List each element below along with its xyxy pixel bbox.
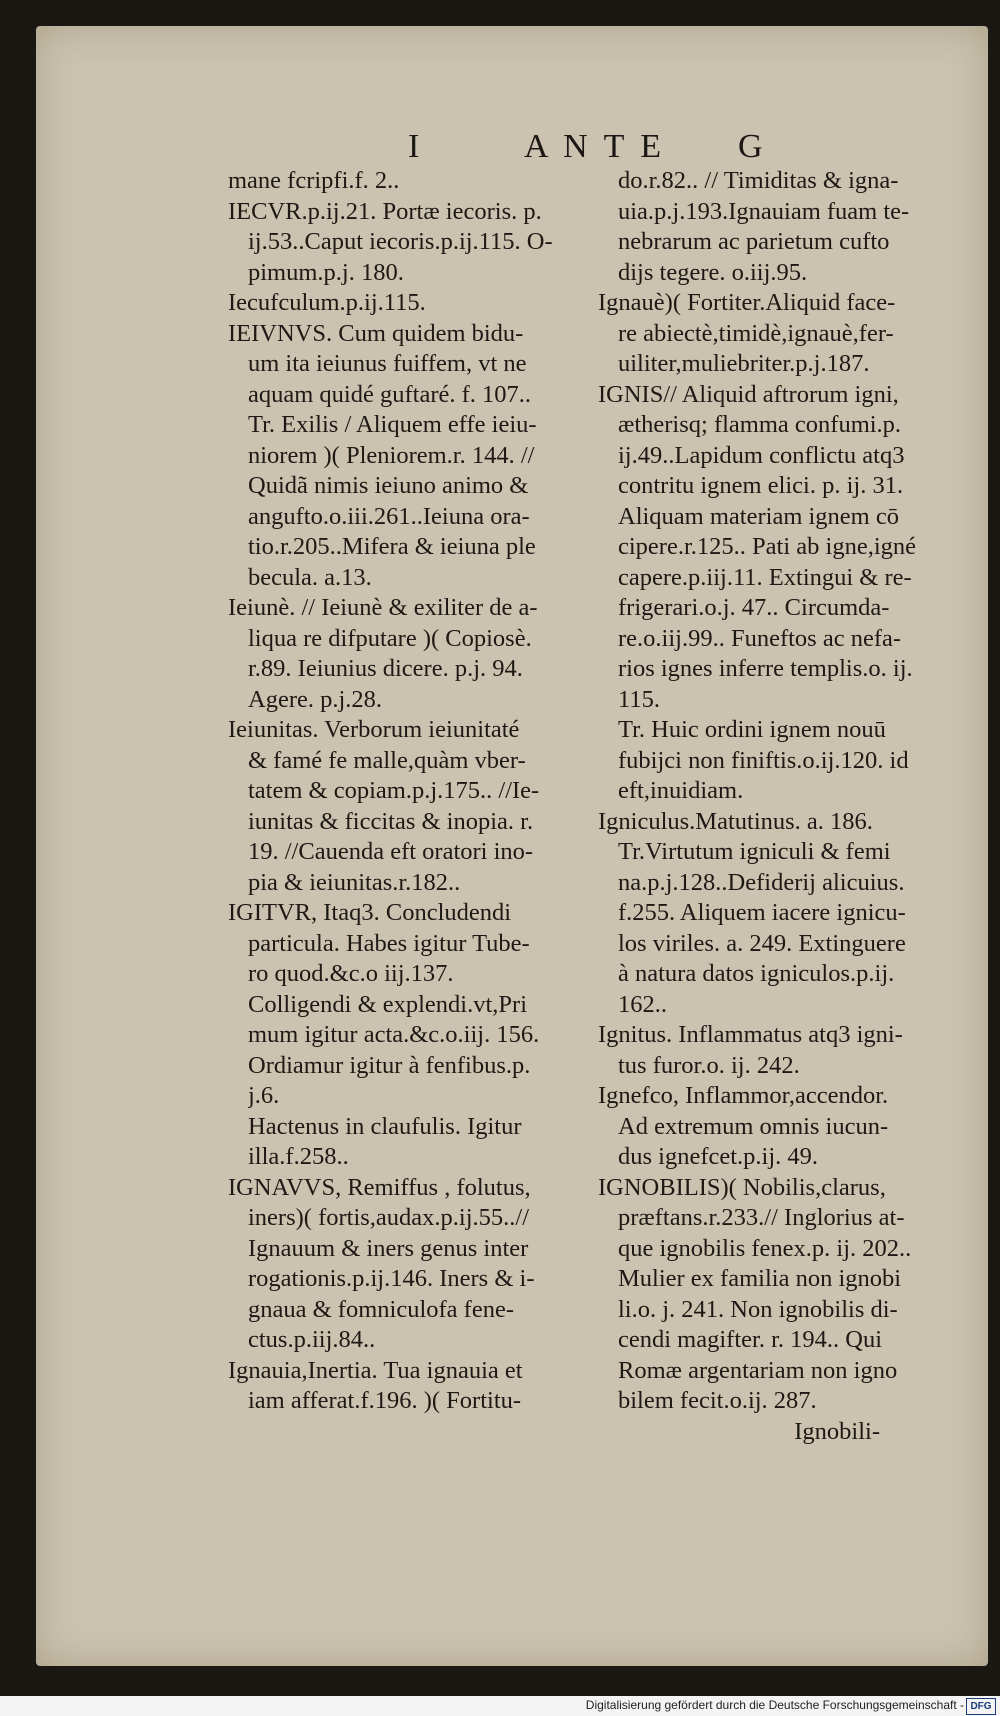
text-line: nebrarum ac parietum cufto (618, 228, 890, 255)
text-line: frigerari.o.j. 47.. Circumda- (618, 594, 890, 621)
text-line: do.r.82.. // Timiditas & igna- (618, 167, 899, 194)
text-line: 162.. (618, 990, 667, 1018)
text-line: Ordiamur igitur à fenfibus.p. (248, 1051, 531, 1079)
text-line: los viriles. a. 249. Extinguere (618, 929, 906, 957)
text-line: uia.p.j.193.Ignauiam fuam te- (618, 197, 910, 225)
text-line: IGNIS// Aliquid aftrorum igni, (598, 380, 899, 408)
text-line: Aliquam materiam ignem cō (618, 502, 899, 530)
text-line: Ignauum & iners genus inter (248, 1234, 529, 1262)
text-line: iam afferat.f.196. )( Fortitu- (248, 1387, 522, 1414)
text-line: Tr.Virtutum igniculi & femi (618, 838, 891, 865)
text-line: Ignefco, Inflammor,accendor. (598, 1082, 889, 1109)
text-line: à natura datos igniculos.p.ij. (618, 960, 895, 987)
text-line: Iecufculum.p.ij.115. (228, 289, 426, 316)
digitization-footer (0, 1696, 1000, 1716)
text-line: angufto.o.iii.261..Ieiuna ora- (248, 502, 530, 530)
text-line: mane fcripfi.f. 2.. (228, 167, 400, 194)
text-line: præftans.r.233.// Inglorius at- (618, 1204, 905, 1231)
text-line: dus ignefcet.p.ij. 49. (618, 1143, 819, 1170)
text-line: Ieiunitas. Verborum ieiunitaté (228, 716, 520, 743)
text-line: Ignauè)( Fortiter.Aliquid face- (598, 289, 896, 316)
text-line: um ita ieiunus fuiffem, vt ne (248, 350, 527, 377)
text-line: Tr. Huic ordini ignem nouū (618, 716, 886, 743)
text-line: pia & ieiunitas.r.182.. (248, 868, 461, 896)
text-line: Romæ argentariam non igno (618, 1356, 898, 1384)
text-line: cipere.r.125.. Pati ab igne,igné (618, 533, 916, 560)
text-line: r.89. Ieiunius dicere. p.j. 94. (248, 655, 523, 682)
text-line: dijs tegere. o.iij.95. (618, 258, 808, 286)
text-line: capere.p.iij.11. Extingui & re- (618, 563, 912, 591)
text-line: li.o. j. 241. Non ignobilis di- (618, 1295, 898, 1323)
right-text-column (598, 166, 970, 1447)
text-line: re.o.iij.99.. Funeftos ac nefa- (618, 624, 902, 652)
text-line: eft,inuidiam. (618, 777, 744, 804)
text-line: f.255. Aliquem iacere ignicu- (618, 899, 906, 926)
text-line: Hactenus in claufulis. Igitur (248, 1112, 522, 1140)
text-line: rogationis.p.ij.146. Iners & i- (248, 1265, 535, 1292)
funding-credit: Digitalisierung gefördert durch die Deutsche Forschungsgemeinschaft - (585, 1698, 964, 1712)
dfg-logo-icon: DFG (966, 1698, 996, 1715)
text-line: niorem )( Pleniorem.r. 144. // (248, 441, 535, 469)
text-line: na.p.j.128..Defiderij alicuius. (618, 868, 905, 896)
text-line: bilem fecit.o.ij. 287. (618, 1387, 817, 1414)
running-header (0, 128, 1000, 168)
text-line: IGITVR, Itaq3. Concludendi (228, 899, 512, 926)
text-line: becula. a.13. (248, 563, 372, 591)
text-line: Quidã nimis ieiuno animo & (248, 472, 529, 499)
catchword: Ignobili- (794, 1417, 880, 1445)
text-line: j.6. (248, 1082, 280, 1109)
left-text-column (228, 166, 596, 1417)
text-line: tio.r.205..Mifera & ieiuna ple (248, 533, 536, 560)
text-line: cendi magifter. r. 194.. Qui (618, 1326, 882, 1353)
text-line: ro quod.&c.o iij.137. (248, 960, 454, 987)
text-line: ctus.p.iij.84.. (248, 1326, 376, 1353)
text-line: iunitas & ficcitas & inopia. r. (248, 807, 534, 835)
text-line: liqua re difputare )( Copiosè. (248, 624, 532, 652)
text-line: Ieiunè. // Ieiunè & exiliter de a- (228, 594, 538, 621)
text-line: rios ignes inferre templis.o. ij. (618, 655, 913, 682)
text-line: ij.49..Lapidum conflictu atq3 (618, 441, 905, 469)
text-line: fubijci non finiftis.o.ij.120. id (618, 746, 909, 774)
text-line: 115. (618, 685, 660, 713)
text-line: IEIVNVS. Cum quidem bidu- (228, 319, 524, 347)
header-letters-ante: A N T E (524, 128, 666, 165)
text-line: Igniculus.Matutinus. a. 186. (598, 807, 873, 835)
header-letter-right: G (738, 128, 767, 165)
text-line: Ad extremum omnis iucun- (618, 1112, 889, 1140)
text-line: IECVR.p.ij.21. Portæ iecoris. p. (228, 197, 542, 225)
header-letter-left: I (408, 128, 424, 165)
text-line: uiliter,muliebriter.p.j.187. (618, 350, 870, 377)
text-line: 19. //Cauenda eft oratori ino- (248, 838, 534, 865)
text-line: Ignauia,Inertia. Tua ignauia et (228, 1356, 523, 1384)
text-line: ij.53..Caput iecoris.p.ij.115. O- (248, 228, 553, 255)
text-line: re abiectè,timidè,ignauè,fer- (618, 319, 894, 347)
text-line: & famé fe malle,quàm vber- (248, 746, 526, 774)
text-line: Ignitus. Inflammatus atq3 igni- (598, 1021, 903, 1048)
text-line: ætherisq; flamma confumi.p. (618, 411, 902, 438)
text-line: gnaua & fomniculofa fene- (248, 1295, 514, 1323)
text-line: Agere. p.j.28. (248, 685, 383, 713)
text-line: pimum.p.j. 180. (248, 258, 404, 286)
text-line: IGNOBILIS)( Nobilis,clarus, (598, 1173, 886, 1201)
text-line: illa.f.258.. (248, 1143, 349, 1170)
text-line: aquam quidé guftaré. f. 107.. (248, 380, 532, 408)
text-line: que ignobilis fenex.p. ij. 202.. (618, 1234, 912, 1262)
text-line: contritu ignem elici. p. ij. 31. (618, 472, 904, 499)
text-line: tus furor.o. ij. 242. (618, 1051, 800, 1079)
text-line: mum igitur acta.&c.o.iij. 156. (248, 1021, 540, 1048)
text-line: Colligendi & explendi.vt,Pri (248, 990, 528, 1018)
text-line: IGNAVVS, Remiffus , folutus, (228, 1173, 531, 1201)
text-line: particula. Habes igitur Tube- (248, 929, 530, 957)
text-line: Tr. Exilis / Aliquem effe ieiu- (248, 411, 537, 438)
text-line: iners)( fortis,audax.p.ij.55..// (248, 1204, 530, 1231)
text-line: tatem & copiam.p.j.175.. //Ie- (248, 777, 540, 804)
text-line: Mulier ex familia non ignobi (618, 1265, 902, 1292)
